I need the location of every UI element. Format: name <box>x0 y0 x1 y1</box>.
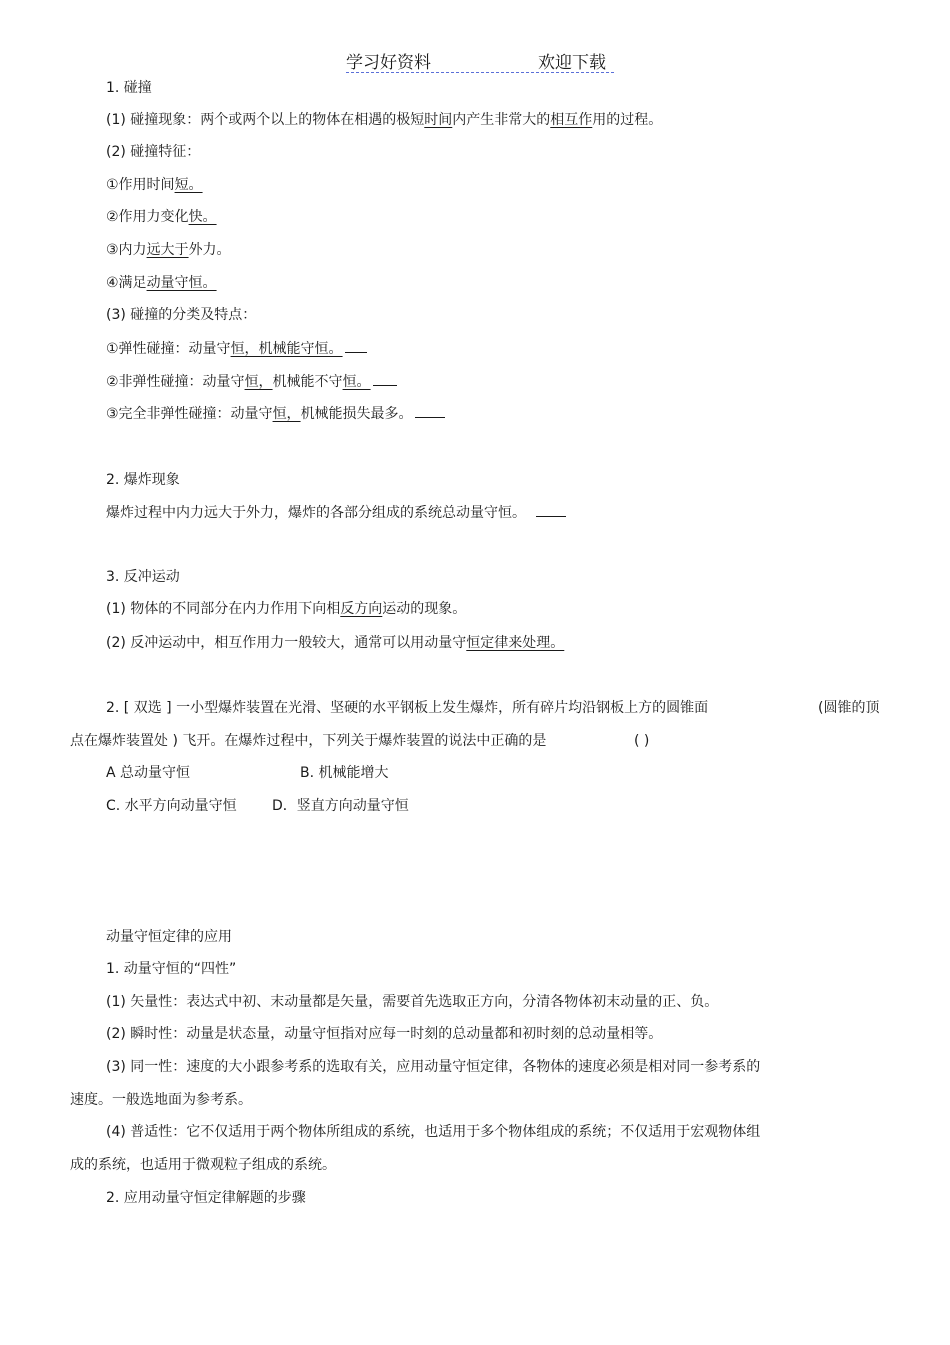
text: ④满足 <box>106 275 147 291</box>
question-answer-parens: ( ) <box>634 733 650 749</box>
text: ③完全非弹性碰撞：动量守 <box>106 406 273 422</box>
section-recoil-title: 3. 反冲运动 <box>106 569 180 585</box>
section-explosion-title: 2. 爆炸现象 <box>106 472 180 488</box>
application-para-4b: 成的系统，也适用于微观粒子组成的系统。 <box>70 1157 336 1173</box>
underlined-text: 恒。 <box>342 374 371 390</box>
application-subtitle-1: 1. 动量守恒的“四性” <box>106 961 237 977</box>
collision-feature-3 <box>106 240 231 260</box>
application-para-1: (1) 矢量性：表达式中初、末动量都是矢量，需要首先选取正方向，分清各物体初末动量的正、负。 <box>106 994 719 1010</box>
collision-feature-4 <box>106 273 217 293</box>
question-line-1a: 2. [ 双选 ] 一小型爆炸装置在光滑、坚硬的水平钢板上发生爆炸，所有碎片均沿钢板上方的圆锥面 <box>106 700 709 716</box>
collision-type-inelastic <box>106 371 397 392</box>
underlined-text: 时间 <box>424 112 453 128</box>
collision-feature-2 <box>106 207 217 227</box>
text: ②非弹性碰撞：动量守 <box>106 374 245 390</box>
text: ①弹性碰撞：动量守 <box>106 341 231 357</box>
underlined-text: 恒定律来处理。 <box>466 635 565 651</box>
collision-feature-1 <box>106 175 203 195</box>
text: 机械能不守 <box>272 374 343 390</box>
underlined-text: 快。 <box>188 209 217 225</box>
explosion-text <box>106 502 566 523</box>
question-line-2a: 点在爆炸装置处 ) 飞开。在爆炸过程中，下列关于爆炸装置的说法中正确的是 <box>70 733 547 749</box>
underlined-text: 相互作 <box>550 112 593 128</box>
answer-blank <box>415 403 445 418</box>
underlined-text: 恒，机械能守恒。 <box>230 341 343 357</box>
collision-type-elastic <box>106 338 367 359</box>
text: ②作用力变化 <box>106 209 189 225</box>
collision-type-perfectly-inelastic <box>106 403 445 424</box>
underlined-text: 恒， <box>272 406 301 422</box>
header-left-text: 学习好资料 <box>346 53 431 73</box>
text: ①作用时间 <box>106 177 175 193</box>
question-option-a: A 总动量守恒 <box>106 765 191 781</box>
header-right-text: 欢迎下载 <box>538 53 606 73</box>
collision-types-title: (3) 碰撞的分类及特点： <box>106 307 257 323</box>
application-subtitle-2: 2. 应用动量守恒定律解题的步骤 <box>106 1190 306 1206</box>
section-collision-title: 1. 碰撞 <box>106 80 152 96</box>
underlined-text: 远大于 <box>146 242 189 258</box>
text: 用的过程。 <box>592 112 663 128</box>
text: 内产生非常大的 <box>452 112 551 128</box>
application-para-4a: (4) 普适性：它不仅适用于两个物体所组成的系统，也适用于多个物体组成的系统；不仅适用于宏观物体组 <box>106 1124 761 1140</box>
collision-features-title: (2) 碰撞特征： <box>106 144 201 160</box>
text: 爆炸过程中内力远大于外力，爆炸的各部分组成的系统总动量守恒。 <box>106 505 526 521</box>
answer-blank <box>536 502 566 517</box>
text: 机械能损失最多。 <box>300 406 413 422</box>
question-option-c: C. 水平方向动量守恒 <box>106 798 237 814</box>
answer-blank <box>373 371 397 386</box>
question-line-1b: (圆锥的顶 <box>818 700 880 716</box>
answer-blank <box>345 338 367 353</box>
section-application-title: 动量守恒定律的应用 <box>106 929 232 945</box>
underlined-text: 短。 <box>174 177 203 193</box>
text: (1) 物体的不同部分在内力作用下向相 <box>106 601 341 617</box>
application-para-3a: (3) 同一性：速度的大小跟参考系的选取有关，应用动量守恒定律，各物体的速度必须是相对同一参考系的 <box>106 1059 761 1075</box>
text: ③内力 <box>106 242 147 258</box>
underlined-text: 反方向 <box>340 601 383 617</box>
application-para-3b: 速度。一般选地面为参考系。 <box>70 1092 252 1108</box>
text: (1) 碰撞现象：两个或两个以上的物体在相遇的极短 <box>106 112 425 128</box>
application-para-2: (2) 瞬时性：动量是状态量，动量守恒指对应每一时刻的总动量都和初时刻的总动量相等。 <box>106 1026 663 1042</box>
question-option-d: D．竖直方向动量守恒 <box>272 798 409 814</box>
recoil-line-1 <box>106 599 466 619</box>
collision-phenomenon <box>106 110 662 130</box>
text: 运动的现象。 <box>382 601 467 617</box>
underlined-text: 动量守恒。 <box>146 275 217 291</box>
question-option-b: B. 机械能增大 <box>300 765 389 781</box>
page-header <box>346 46 614 73</box>
text: (2) 反冲运动中，相互作用力一般较大，通常可以用动量守 <box>106 635 467 651</box>
text: 外力。 <box>188 242 231 258</box>
underlined-text: 恒， <box>244 374 273 390</box>
recoil-line-2 <box>106 633 564 653</box>
